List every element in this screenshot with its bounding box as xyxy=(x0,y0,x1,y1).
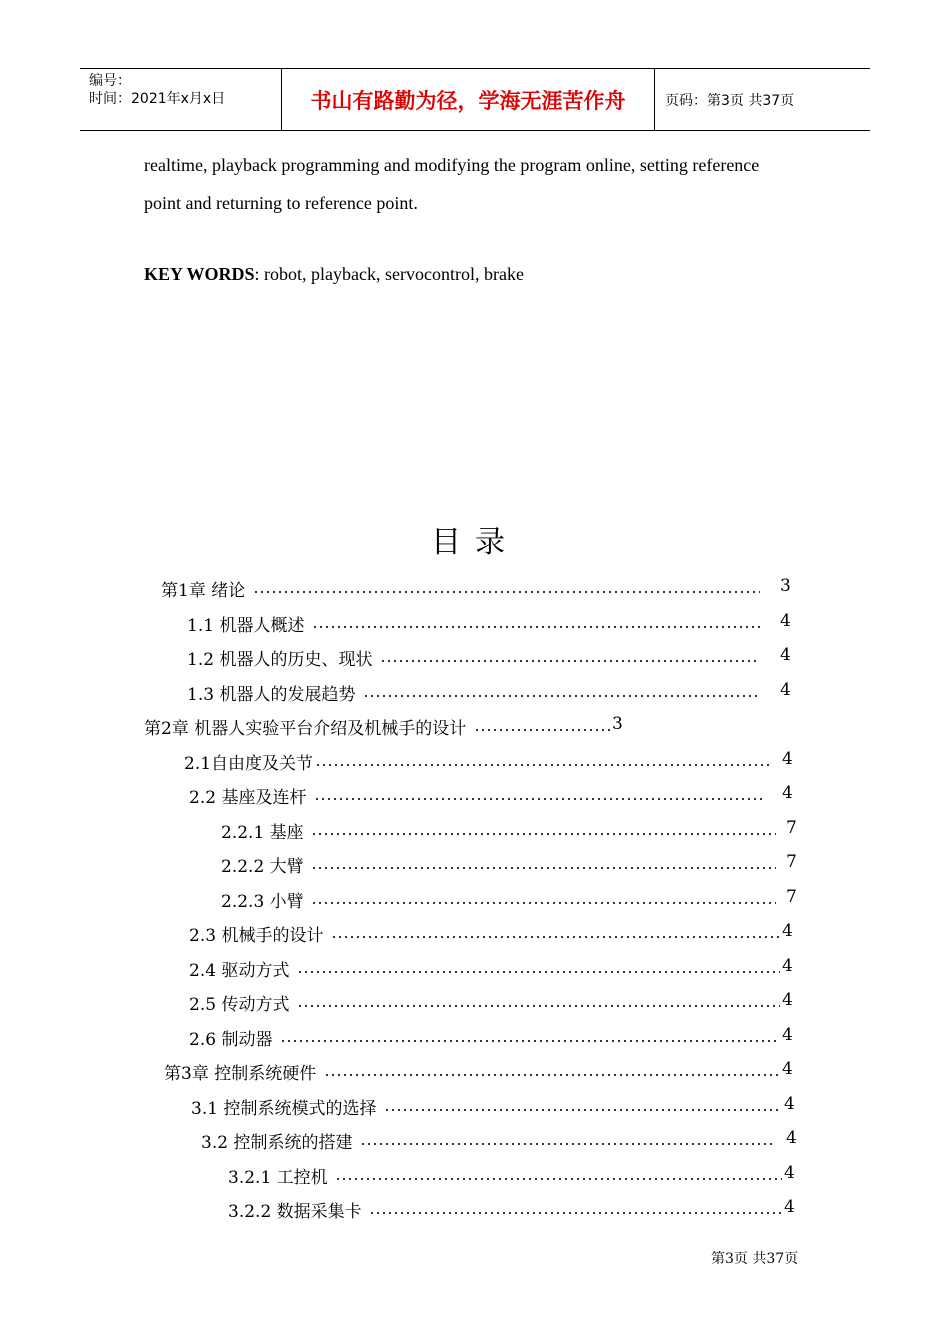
toc-entry-label: 1.1 机器人概述 xyxy=(187,616,305,636)
toc-leader-dots xyxy=(297,1005,780,1007)
toc-leader-dots xyxy=(363,695,760,697)
toc-entry-label: 2.2.2 大臂 xyxy=(221,857,304,877)
keywords-label: KEY WORDS xyxy=(144,264,255,284)
toc-entry xyxy=(0,887,950,915)
toc-entry-page: 4 xyxy=(784,1094,795,1114)
toc-entry-page: 4 xyxy=(782,956,793,976)
toc-entry-page: 4 xyxy=(782,1025,793,1045)
header-motto: 书山有路勤为径，学海无涯苦作舟 xyxy=(310,88,626,113)
toc-entry xyxy=(0,956,950,984)
toc-leader-dots xyxy=(474,729,612,731)
keywords xyxy=(144,264,524,285)
toc-entry xyxy=(0,1025,950,1053)
toc-leader-dots xyxy=(369,1212,782,1214)
toc-entry-page: 3 xyxy=(612,714,623,734)
toc-entry xyxy=(0,990,950,1018)
header-meta-cell xyxy=(80,69,280,130)
header-divider xyxy=(654,69,655,130)
toc-entry-page: 4 xyxy=(784,1163,795,1183)
footer-page-number: 第3页 共37页 xyxy=(711,1251,799,1267)
document-code-label: 编号： xyxy=(89,73,131,89)
toc-entry-page: 4 xyxy=(784,1197,795,1217)
toc-entry-page: 4 xyxy=(782,749,793,769)
toc-entry xyxy=(0,1128,950,1156)
toc-entry-label: 2.1自由度及关节 xyxy=(184,754,314,774)
toc-leader-dots xyxy=(314,798,762,800)
toc-entry-label: 第2章 机器人实验平台介绍及机械手的设计 xyxy=(144,719,467,739)
toc-entry-page: 4 xyxy=(780,611,791,631)
toc-title: 目录 xyxy=(431,525,519,560)
toc-entry xyxy=(0,645,950,673)
abstract-line: realtime, playback programming and modifying the program online, setting reference xyxy=(144,155,760,175)
toc-entry xyxy=(0,1059,950,1087)
toc-entry-label: 2.2.3 小臂 xyxy=(221,892,304,912)
toc-entry xyxy=(0,680,950,708)
toc-leader-dots xyxy=(311,867,776,869)
toc-entry xyxy=(0,714,950,742)
toc-entry-label: 第3章 控制系统硬件 xyxy=(164,1064,317,1084)
toc-entry-label: 2.5 传动方式 xyxy=(189,995,290,1015)
page-header xyxy=(80,68,870,131)
toc-entry xyxy=(0,1094,950,1122)
toc-leader-dots xyxy=(360,1143,776,1145)
document-date: 时间：2021年x月x日 xyxy=(89,91,226,107)
toc-entry xyxy=(0,1197,950,1225)
toc-entry-label: 3.2 控制系统的搭建 xyxy=(201,1133,353,1153)
toc-entry-page: 4 xyxy=(782,1059,793,1079)
toc-leader-dots xyxy=(384,1109,782,1111)
abstract-line: point and returning to reference point. xyxy=(144,193,418,213)
toc-leader-dots xyxy=(280,1040,780,1042)
toc-entry-page: 4 xyxy=(782,921,793,941)
toc-entry-label: 2.6 制动器 xyxy=(189,1030,273,1050)
toc-entry-label: 2.2.1 基座 xyxy=(221,823,304,843)
toc-entry-page: 7 xyxy=(786,852,797,872)
toc-entry-label: 第1章 绪论 xyxy=(161,581,246,601)
toc-entry-label: 3.1 控制系统模式的选择 xyxy=(191,1099,377,1119)
toc-entry-page: 4 xyxy=(782,783,793,803)
toc-entry-label: 2.2 基座及连杆 xyxy=(189,788,307,808)
toc-leader-dots xyxy=(335,1178,782,1180)
toc-entry-page: 4 xyxy=(780,680,791,700)
toc-entry xyxy=(0,818,950,846)
toc-entry-page: 7 xyxy=(786,818,797,838)
toc-leader-dots xyxy=(297,971,780,973)
toc-entry-page: 4 xyxy=(782,990,793,1010)
toc-entry-label: 3.2.2 数据采集卡 xyxy=(228,1202,362,1222)
toc-leader-dots xyxy=(311,833,776,835)
toc-entry xyxy=(0,783,950,811)
toc-leader-dots xyxy=(331,936,780,938)
toc-entry-page: 7 xyxy=(786,887,797,907)
toc-entry xyxy=(0,611,950,639)
toc-leader-dots xyxy=(315,764,770,766)
toc-entry-page: 3 xyxy=(780,576,791,596)
toc-leader-dots xyxy=(380,660,760,662)
toc-entry xyxy=(0,576,950,604)
toc-entry-label: 3.2.1 工控机 xyxy=(228,1168,328,1188)
keywords-text: : robot, playback, servocontrol, brake xyxy=(254,264,524,284)
toc-entry-label: 2.4 驱动方式 xyxy=(189,961,290,981)
toc-leader-dots xyxy=(311,902,776,904)
toc-entry xyxy=(0,921,950,949)
toc-entry xyxy=(0,1163,950,1191)
toc-leader-dots xyxy=(253,591,760,593)
toc-entry xyxy=(0,749,950,777)
toc-leader-dots xyxy=(324,1074,780,1076)
toc-leader-dots xyxy=(312,626,760,628)
toc-entry xyxy=(0,852,950,880)
toc-entry-label: 2.3 机械手的设计 xyxy=(189,926,324,946)
toc-entry-page: 4 xyxy=(780,645,791,665)
header-page-number: 页码：第3页 共37页 xyxy=(665,93,795,109)
toc-entry-label: 1.2 机器人的历史、现状 xyxy=(187,650,373,670)
toc-entry-label: 1.3 机器人的发展趋势 xyxy=(187,685,356,705)
toc-entry-page: 4 xyxy=(786,1128,797,1148)
